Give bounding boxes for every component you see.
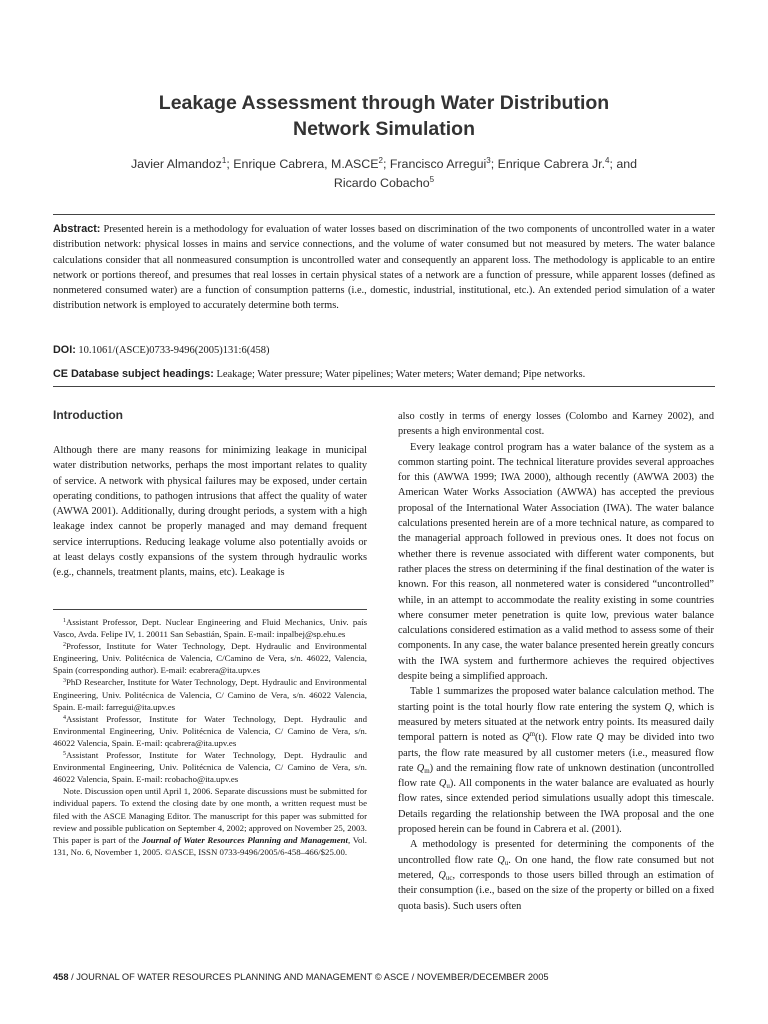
right-paragraph-3: Table 1 summarizes the proposed water balance calculation method. The starting point is the total hourly flow rate entering the system Q, which is measured by meters situated at the network entry points. Its measured daily temporal pattern is noted as $Q^m(t)$. Flow rate Q may be divided into two parts, the flow rate measured by all customer meters (i.e., measured flow rate $Q_m$) and the remaining flow rate of unknown destination (uncontrolled flow rate $Q_u$). All components in the water balance are evaluated as hourly flow rates, since extended period simulations usually adopt this timescale. Details regarding the relationship between the IWA proposal and the one proposed herein can be found in Cabrera et al. (2001). [398,686,715,836]
intro-paragraph: Although there are many reasons for minimizing leakage in municipal water distribution networks, perhaps the most important relates to quality of service. A network with physical failures may be exposed, under certain operating conditions, to pathogen intrusions that affect the quality of water (AWWA 2001). Additionally, during drought periods, a system with a high leakage index cannot be properly managed and may demand frequent service interruptions. Reducing leakage volume also potentially avoids or at least delays costly expansions of the system through hydraulic works (e.g., channels, treatment plants, mains, etc). Leakage is [53,445,367,579]
author-list [52,155,716,193]
doi-value[interactable]: 10.1061/(ASCE)0733-9496(2005)131:6(458) [78,345,270,356]
footnote-rule [53,609,367,610]
section-heading-introduction: Introduction [53,408,123,422]
author-5-affil: 5 [429,175,435,184]
left-column-body [53,443,367,581]
title-line-1: Leakage Assessment through Water Distribution [158,92,610,114]
author-2-affil: 2 [378,156,383,165]
author-5: Ricardo Cobacho [333,176,430,190]
right-paragraph-4: A methodology is presented for determining the components of the uncontrolled flow rate $Q_u$. On one hand, the flow rate consumed but not metered, $Q_{uc}$, corresponds to those users billed through an estimation of their consumption (i.e., based on the size of the property or billed on a fixed quota basis). Such users often [398,839,715,912]
subject-headings-value: Leakage; Water pressure; Water pipelines; Water meters; Water demand; Pipe networks. [216,369,586,380]
page-footer [53,972,549,982]
subject-headings-label: CE Database subject headings: [53,368,214,380]
abstract-text: Presented herein is a methodology for evaluation of water losses based on discrimination of the two components of uncontrolled water in a water distribution network: physical losses in mains and service connections, and the volume of water consumed but not measured by meters. The water balance calculations consider that all nonmeasured consumption is uncontrolled water and consequently an apparent loss. The methodology is applicable to an entire network or portions thereof, and presumes that real losses in certain physical states of a network are a function of pressure, while apparent losses (defined as nonmetered consumed water) are a function of consumption patterns (i.e., domestic, industrial, institutional, etc.). An extended period simulation of a water distribution network is employed to accurately determine both terms. [53,224,715,312]
abstract [53,222,715,314]
author-2: ; Enrique Cabrera, M.ASCE [226,157,379,171]
footnote-1: $^1$Assistant Professor, Dept. Nuclear Engineering and Fluid Mechanics, Univ. país Vasco, Avda. Felipe IV, 1. 20011 San Sebastián, Spain. E-mail: inpalbej@sp.ehu.es [53,617,367,640]
right-paragraph-2: Every leakage control program has a water balance of the system as a common starting point. The technical literature provides several approaches for this (AWWA 1999; IWA 2000), although recently (AWWA 2003) the American Water Works Association (AWWA) has accepted the previous proposal of the International Water Association (IWA). The water balance calculations presented herein are of a more technical nature, as compared to the managerial approach followed in previous ones. It does not focus on whether there is revenue associated with different water components, but rather places the stress on determining if the final destination of the water is known. For this reason, all nonmetered water is considered “uncontrolled” while, in an attempt to accommodate the reality existing in some countries where consumer meter penetration is quite low, previous water balance calculations considered estimation as a valid method to assess some of their components. In any case, the water balance presented herein greatly concurs with the IWA system and furthermore achieves the required objectives despite being a simplified approach. [398,441,714,683]
author-1: Javier Almandoz [130,157,222,171]
subject-headings [53,367,585,382]
abstract-bottom-rule [53,386,715,387]
author-4-affil: 4 [605,156,610,165]
abstract-top-rule [53,214,715,215]
author-4: ; Enrique Cabrera Jr. [490,157,606,171]
discussion-note: Note. Discussion open until April 1, 2006. Separate discussions must be submitted for individual papers. To extend the closing date by one month, a written request must be filed with the ASCE Managing Editor. The manuscript for this paper was submitted for review and possible publication on September 4, 2002; approved on November 25, 2003. This paper is part of the Journal of Water Resources Planning and Management, Vol. 131, No. 6, November 1, 2005. ©ASCE, ISSN 0733-9496/2005/6-458–466/$25.00. [53,786,367,857]
journal-name: Journal of Water Resources Planning and Management [141,834,348,845]
footnote-2: $^2$Professor, Institute for Water Technology, Dept. Hydraulic and Environmental Engineering, Univ. Politécnica de Valencia, C/Camino de Vera, s/n. 46022, Valencia, Spain (corresponding author). E-mail: ecabrera@ita.upv.es [53,641,367,676]
footnote-4: $^4$Assistant Professor, Institute for Water Technology, Dept. Hydraulic and Environmental Engineering, Univ. Politécnica de Valencia, C/ Camino de Vera, s/n. 46022 Valencia, Spain. E-mail: qcabrera@ita.upv.es [53,713,367,748]
footer-journal-text: / JOURNAL OF WATER RESOURCES PLANNING AND MANAGEMENT © ASCE / NOVEMBER/DECEMBER 2005 [68,972,549,982]
right-paragraph-1: also costly in terms of energy losses (Colombo and Karney 2002), and presents a high environmental cost. [398,411,714,438]
right-column-body [398,409,714,914]
doi-label: DOI: [53,344,76,356]
author-1-affil: 1 [221,156,227,165]
author-3: ; Francisco Arregui [382,157,487,171]
title-line-2: Network Simulation [292,118,476,140]
doi-line [53,343,269,358]
paper-title [52,90,716,142]
footnote-3: $^3$PhD Researcher, Institute for Water Technology, Dept. Hydraulic and Environmental Engineering, Univ. Politécnica de Valencia, C/ Camino de Vera, s/n. 46022 Valencia, Spain. E-mail: farregui@ita.upv.es [53,677,367,712]
footnote-5: $^5$Assistant Professor, Institute for Water Technology, Dept. Hydraulic and Environmental Engineering, Univ. Politécnica de Valencia, C/ Camino de Vera, s/n. 46022 Valencia, Spain. E-mail: rcobacho@ita.upv.es [53,750,367,785]
abstract-label: Abstract: [53,223,101,235]
author-3-affil: 3 [486,156,491,165]
footnotes [53,616,367,858]
author-and: ; and [609,157,638,171]
page-number: 458 [53,972,69,982]
